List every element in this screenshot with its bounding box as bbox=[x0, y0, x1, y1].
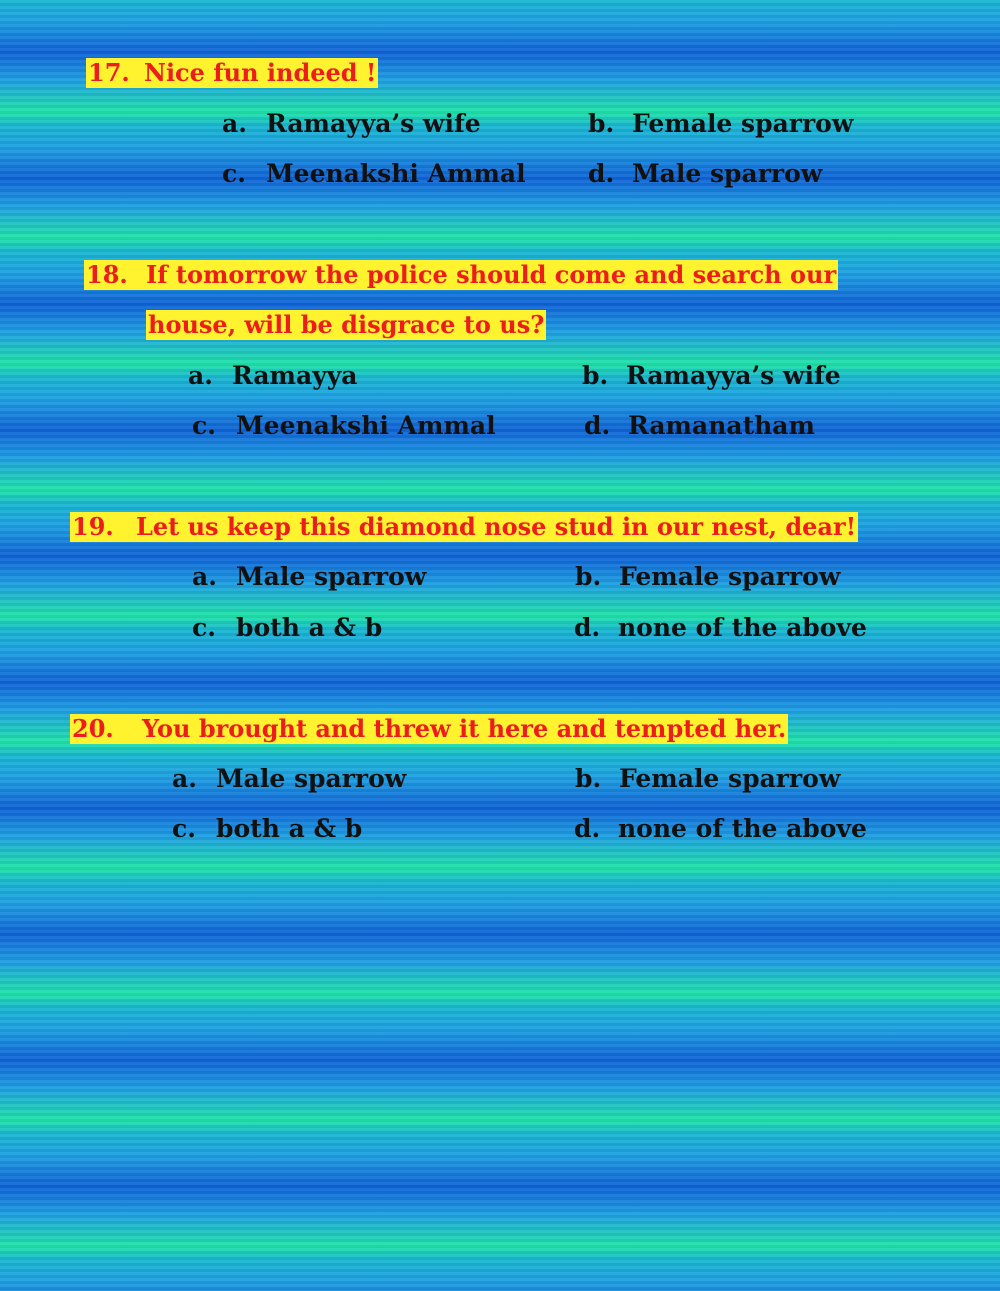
option-b[interactable]: b. Female sparrow bbox=[575, 764, 841, 793]
option-d[interactable]: d. Male sparrow bbox=[588, 159, 823, 188]
option-d[interactable]: d. none of the above bbox=[574, 613, 867, 642]
option-a[interactable]: a. Ramayya bbox=[188, 361, 358, 390]
option-c[interactable]: c. Meenakshi Ammal bbox=[192, 411, 496, 440]
option-b[interactable]: b. Ramayya’s wife bbox=[582, 361, 841, 390]
question-text: You brought and threw it here and tempted her. bbox=[142, 714, 787, 743]
question-17 bbox=[86, 58, 378, 88]
option-c[interactable]: c. both a & b bbox=[192, 613, 383, 642]
question-number: 18. bbox=[86, 260, 128, 289]
option-a[interactable]: a. Male sparrow bbox=[192, 562, 427, 591]
option-d[interactable]: d. Ramanatham bbox=[584, 411, 815, 440]
question-18 bbox=[84, 260, 838, 290]
question-number: 17. bbox=[88, 58, 130, 87]
question-number: 19. bbox=[72, 512, 114, 541]
question-number: 20. bbox=[72, 714, 114, 743]
option-a[interactable]: a. Ramayya’s wife bbox=[222, 109, 481, 138]
question-19 bbox=[70, 512, 858, 542]
option-a[interactable]: a. Male sparrow bbox=[172, 764, 407, 793]
question-text: If tomorrow the police should come and search our bbox=[146, 260, 837, 289]
question-text: Let us keep this diamond nose stud in our nest, dear! bbox=[136, 512, 857, 541]
option-c[interactable]: c. Meenakshi Ammal bbox=[222, 159, 526, 188]
option-b[interactable]: b. Female sparrow bbox=[575, 562, 841, 591]
question-text: house, will be disgrace to us? bbox=[148, 310, 545, 339]
question-18-line-2 bbox=[146, 310, 546, 340]
option-d[interactable]: d. none of the above bbox=[574, 814, 867, 843]
question-text: Nice fun indeed ! bbox=[144, 58, 377, 87]
question-20 bbox=[70, 714, 788, 744]
option-c[interactable]: c. both a & b bbox=[172, 814, 363, 843]
option-b[interactable]: b. Female sparrow bbox=[588, 109, 854, 138]
